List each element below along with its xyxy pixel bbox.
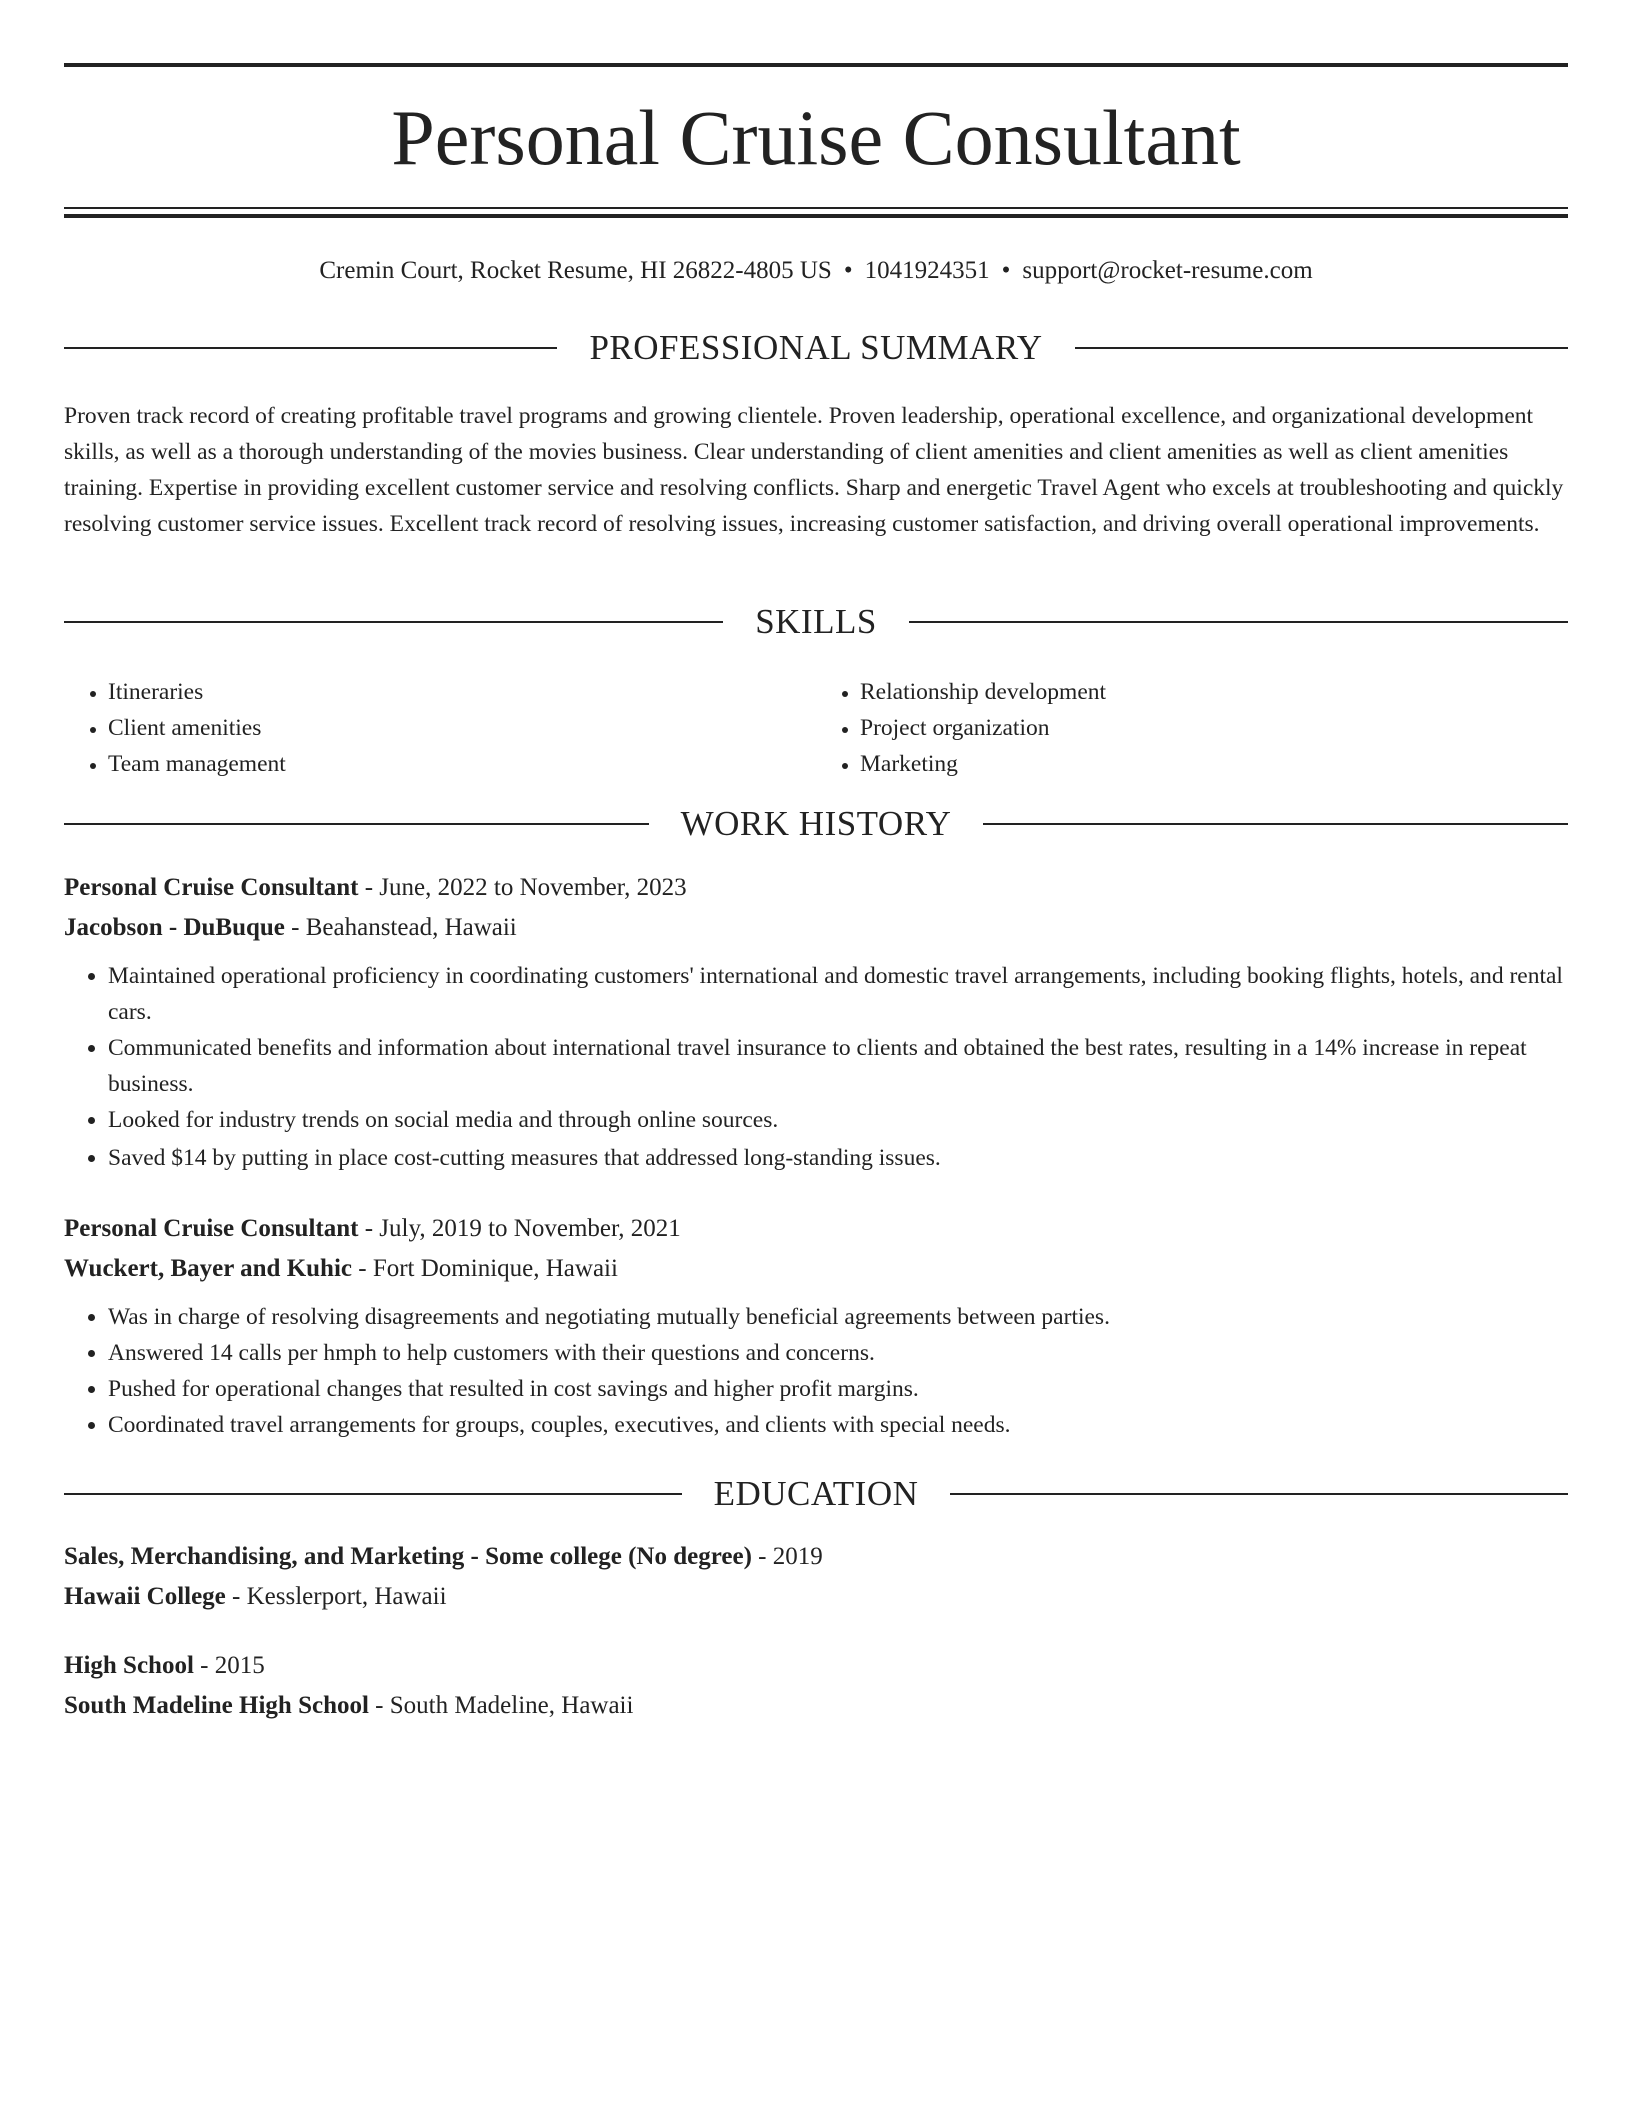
skill-item: • Client amenities — [108, 710, 816, 746]
heading-rule-right — [983, 823, 1568, 825]
education-school-row: South Madeline High School - South Madeline, Hawaii — [64, 1692, 634, 1719]
heading-rule-left — [64, 621, 723, 623]
work-bullet: • Coordinated travel arrangements for groups, couples, executives, and clients with special needs. — [108, 1407, 1568, 1443]
header-top-rule — [64, 63, 1568, 67]
header-bottom-rule-thin — [64, 207, 1568, 209]
work-bullet: • Looked for industry trends on social media and through online sources. — [108, 1102, 1568, 1138]
work-bullet: • Pushed for operational changes that resulted in cost savings and higher profit margins. — [108, 1371, 1568, 1407]
education-year: 2019 — [772, 1543, 823, 1570]
contact-line — [64, 254, 1568, 288]
skill-item: • Itineraries — [108, 674, 816, 710]
work-position: Personal Cruise Consultant — [64, 1215, 359, 1242]
education-entry — [64, 1537, 1568, 1617]
work-location: Beahanstead, Hawaii — [305, 914, 517, 941]
heading-rule-right — [1075, 347, 1568, 349]
education-location: Kesslerport, Hawaii — [246, 1583, 447, 1610]
education-school: South Madeline High School — [64, 1692, 369, 1719]
skills-title: SKILLS — [755, 602, 877, 641]
work-title-row: Personal Cruise Consultant - July, 2019 to November, 2021 — [64, 1215, 681, 1242]
education-title: EDUCATION — [713, 1474, 919, 1513]
work-bullets — [64, 1299, 1568, 1443]
contact-separator: • — [843, 257, 853, 284]
work-location: Fort Dominique, Hawaii — [372, 1255, 618, 1282]
work-bullet: • Answered 14 calls per hmph to help customers with their questions and concerns. — [108, 1335, 1568, 1371]
skills-heading — [64, 600, 1568, 644]
work-entry — [64, 868, 1568, 1176]
work-bullet: • Maintained operational proficiency in coordinating customers' international and domestic travel arrangements, including booking flights, hotels, and rental cars. — [108, 958, 1568, 1030]
summary-title: PROFESSIONAL SUMMARY — [589, 328, 1043, 367]
education-school: Hawaii College — [64, 1583, 226, 1610]
education-degree-row: High School - 2015 — [64, 1652, 265, 1679]
contact-separator: • — [1001, 257, 1011, 284]
skills-column-left — [64, 674, 816, 782]
heading-rule-right — [950, 1493, 1568, 1495]
skills-list — [64, 674, 1568, 782]
work-bullet: • Communicated benefits and information about international travel insurance to clients and obtained the best rates, resulting in a 14% increase in repeat business. — [108, 1030, 1568, 1102]
heading-rule-right — [909, 621, 1568, 623]
heading-rule-left — [64, 823, 649, 825]
work-bullets — [64, 958, 1568, 1176]
education-heading — [64, 1472, 1568, 1516]
education-degree: High School — [64, 1652, 194, 1679]
work-company: Jacobson - DuBuque — [64, 914, 285, 941]
work-heading — [64, 802, 1568, 846]
skill-item: • Project organization — [860, 710, 1568, 746]
skill-item: • Team management — [108, 746, 816, 782]
contact-email: support@rocket-resume.com — [1022, 257, 1313, 284]
header-bottom-rule-thick — [64, 214, 1568, 218]
education-school-row: Hawaii College - Kesslerport, Hawaii — [64, 1583, 447, 1610]
work-bullet: • Was in charge of resolving disagreements and negotiating mutually beneficial agreements between parties. — [108, 1299, 1568, 1335]
work-title-row: Personal Cruise Consultant - June, 2022 to November, 2023 — [64, 874, 687, 901]
work-dates: June, 2022 to November, 2023 — [379, 874, 687, 901]
work-company: Wuckert, Bayer and Kuhic — [64, 1255, 352, 1282]
heading-rule-left — [64, 1493, 682, 1495]
work-bullet: • Saved $14 by putting in place cost-cutting measures that addressed long-standing issues. — [108, 1140, 1568, 1176]
work-position: Personal Cruise Consultant — [64, 874, 359, 901]
work-dates: July, 2019 to November, 2021 — [379, 1215, 681, 1242]
resume-name: Personal Cruise Consultant — [391, 94, 1241, 181]
work-company-row: Jacobson - DuBuque - Beahanstead, Hawaii — [64, 914, 517, 941]
work-title: WORK HISTORY — [680, 804, 952, 843]
contact-phone: 1041924351 — [864, 257, 990, 284]
education-degree-row: Sales, Merchandising, and Marketing - Some college (No degree) - 2019 — [64, 1543, 823, 1570]
work-entry — [64, 1209, 1568, 1443]
education-location: South Madeline, Hawaii — [389, 1692, 634, 1719]
summary-heading — [64, 326, 1568, 370]
education-degree: Sales, Merchandising, and Marketing - Some college (No degree) — [64, 1543, 752, 1570]
skill-item: • Relationship development — [860, 674, 1568, 710]
work-company-row: Wuckert, Bayer and Kuhic - Fort Dominique, Hawaii — [64, 1255, 618, 1282]
education-entry — [64, 1646, 1568, 1726]
skills-column-right — [816, 674, 1568, 782]
heading-rule-left — [64, 347, 557, 349]
contact-address: Cremin Court, Rocket Resume, HI 26822-4805 US — [319, 257, 832, 284]
education-year: 2015 — [214, 1652, 265, 1679]
skill-item: • Marketing — [860, 746, 1568, 782]
summary-text: Proven track record of creating profitable travel programs and growing clientele. Proven leadership, operational excellence, and organizational development skills, as well as a thorough understanding of the movies business. Clear understanding of client amenities and client amenities as well as client amenities training. Expertise in providing excellent customer service and resolving conflicts. Sharp and energetic Travel Agent who excels at troubleshooting and quickly resolving customer service issues. Excellent track record of resolving issues, increasing customer satisfaction, and driving overall operational improvements. — [64, 403, 1564, 537]
